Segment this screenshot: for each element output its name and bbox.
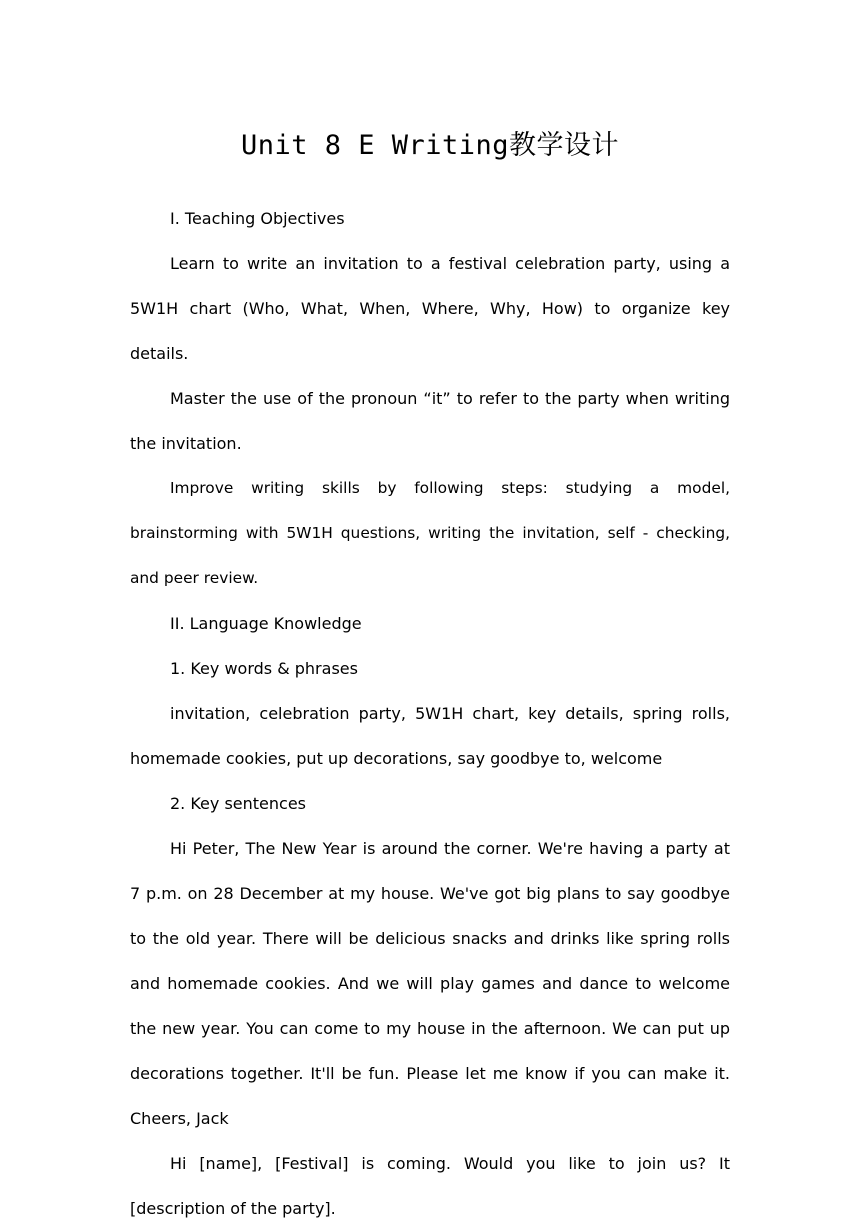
objective-1: Learn to write an invitation to a festival celebration party, using a 5W1H chart (Who, What, When, Where, Why, How) to organize key details.: [130, 254, 730, 363]
key-words-list: invitation, celebration party, 5W1H chart, key details, spring rolls, homemade cookies, put up decorations, say goodbye to, welcome: [130, 704, 730, 768]
model-invitation: Hi Peter, The New Year is around the corner. We're having a party at 7 p.m. on 28 December at my house. We've got big plans to say goodbye to the old year. There will be delicious snacks and drinks like spring rolls and homemade cookies. And we will play games and dance to welcome the new year. You can come to my house in the afternoon. We can put up decorations together. It'll be fun. Please let me know if you can make it. Cheers, Jack: [130, 839, 730, 1128]
document-title: Unit 8 E Writing教学设计: [240, 130, 620, 161]
subheading-key-words: 1. Key words & phrases: [170, 659, 358, 678]
objective-3: Improve writing skills by following steps: studying a model, brainstorming with 5W1H questions, writing the invitation, self - checking, and peer review.: [130, 479, 730, 587]
objective-2: Master the use of the pronoun “it” to refer to the party when writing the invitation.: [130, 389, 730, 453]
heading-teaching-objectives: I. Teaching Objectives: [170, 209, 345, 228]
document-body: [130, 196, 730, 1231]
subheading-key-sentences: 2. Key sentences: [170, 794, 306, 813]
invitation-template: Hi [name], [Festival] is coming. Would you like to join us? It [description of the party].: [130, 1154, 730, 1218]
heading-language-knowledge: II. Language Knowledge: [170, 614, 362, 633]
